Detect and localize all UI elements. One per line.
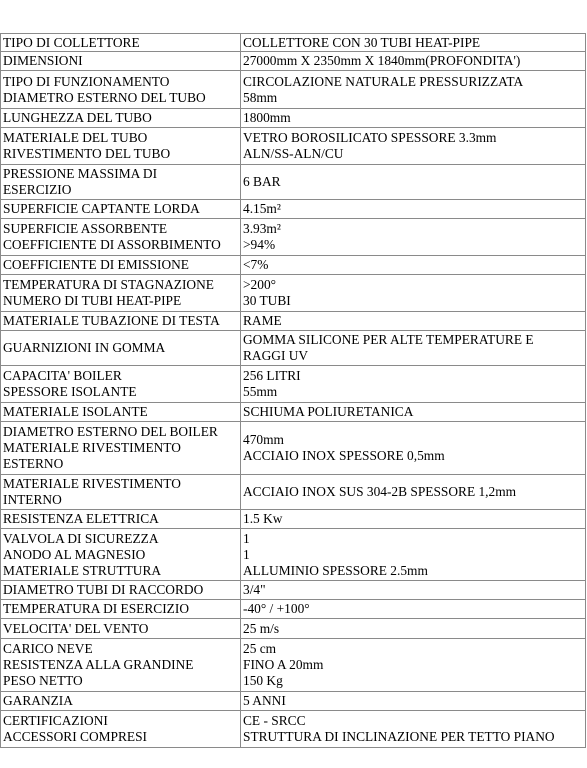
table-row: [1, 256, 586, 275]
spec-value-cell: [241, 475, 586, 510]
spec-label: MATERIALE DEL TUBO: [3, 130, 148, 145]
table-row: [1, 619, 586, 639]
spec-value-cell: [241, 619, 586, 639]
spec-value: ACCIAIO INOX SUS 304-2B SPESSORE 1,2mm: [243, 484, 517, 499]
spec-label: MATERIALE TUBAZIONE DI TESTA: [3, 313, 220, 328]
spec-label-cell: [1, 165, 241, 200]
spec-label: GUARNIZIONI IN GOMMA: [3, 340, 166, 355]
spec-label: COEFFICIENTE DI ASSORBIMENTO: [3, 237, 221, 252]
table-row: [1, 692, 586, 711]
spec-value-cell: [241, 366, 586, 403]
spec-value: 6 BAR: [243, 174, 281, 189]
table-row: [1, 639, 586, 692]
table-row: [1, 331, 586, 366]
spec-value: >200°: [243, 277, 276, 292]
spec-label-cell: [1, 639, 241, 692]
spec-value: >94%: [243, 237, 276, 252]
spec-label: VALVOLA DI SICUREZZA: [3, 530, 159, 546]
spec-label: TIPO DI COLLETTORE: [3, 34, 140, 50]
spec-label-cell: [1, 692, 241, 711]
spec-label-cell: [1, 600, 241, 619]
spec-label: MATERIALE RIVESTIMENTO: [3, 476, 181, 491]
table-row: [1, 600, 586, 619]
spec-label-cell: [1, 403, 241, 422]
spec-value: CIRCOLAZIONE NATURALE PRESSURIZZATA: [243, 73, 524, 89]
spec-value: STRUTTURA DI INCLINAZIONE PER TETTO PIANO: [243, 729, 555, 744]
spec-label: ANODO AL MAGNESIO: [3, 546, 146, 562]
table-row: [1, 422, 586, 475]
specifications-table-body: [1, 34, 586, 748]
table-row: [1, 71, 586, 109]
spec-label: PRESSIONE MASSIMA DI: [3, 166, 158, 181]
spec-label: CAPACITA' BOILER: [3, 368, 122, 383]
spec-value: 55mm: [243, 384, 278, 399]
specifications-table: [0, 33, 586, 748]
spec-value-cell: [241, 529, 586, 581]
spec-label-cell: [1, 422, 241, 475]
spec-label: DIAMETRO TUBI DI RACCORDO: [3, 582, 204, 597]
spec-value: RAGGI UV: [243, 348, 309, 363]
spec-value: 25 m/s: [243, 620, 280, 636]
spec-label-cell: [1, 219, 241, 256]
spec-label-cell: [1, 256, 241, 275]
spec-label: ACCESSORI COMPRESI: [3, 729, 147, 744]
spec-label: PESO NETTO: [3, 673, 83, 688]
table-row: [1, 312, 586, 331]
spec-value-cell: [241, 165, 586, 200]
spec-label-cell: [1, 581, 241, 600]
spec-label-cell: [1, 52, 241, 71]
spec-value: GOMMA SILICONE PER ALTE TEMPERATURE E: [243, 332, 534, 347]
spec-label: SPESSORE ISOLANTE: [3, 384, 137, 399]
spec-label-cell: [1, 200, 241, 219]
spec-value-cell: [241, 275, 586, 312]
table-row: [1, 128, 586, 165]
spec-label: RESISTENZA ELETTRICA: [3, 511, 159, 526]
spec-label: SUPERFICIE ASSORBENTE: [3, 221, 168, 236]
spec-label: NUMERO DI TUBI HEAT-PIPE: [3, 293, 182, 308]
spec-label: RESISTENZA ALLA GRANDINE: [3, 657, 194, 672]
spec-value: 150 Kg: [243, 673, 283, 688]
spec-label: MATERIALE RIVESTIMENTO: [3, 440, 181, 455]
spec-label-cell: [1, 128, 241, 165]
table-row: [1, 52, 586, 71]
spec-value: 58mm: [243, 89, 278, 105]
spec-label: INTERNO: [3, 492, 62, 507]
spec-label: VELOCITA' DEL VENTO: [3, 620, 149, 636]
table-row: [1, 529, 586, 581]
spec-value-cell: [241, 331, 586, 366]
spec-label-cell: [1, 275, 241, 312]
spec-value-cell: [241, 639, 586, 692]
table-row: [1, 711, 586, 748]
spec-label: MATERIALE STRUTTURA: [3, 562, 162, 578]
spec-value: 30 TUBI: [243, 293, 291, 308]
spec-value: <7%: [243, 257, 269, 272]
spec-value: RAME: [243, 313, 282, 328]
spec-label: ESERCIZIO: [3, 182, 72, 197]
spec-label: TEMPERATURA DI ESERCIZIO: [3, 601, 189, 616]
spec-value-cell: [241, 256, 586, 275]
spec-label: DIMENSIONI: [3, 53, 83, 68]
spec-value: 4.15m²: [243, 201, 281, 216]
spec-value-cell: [241, 510, 586, 529]
table-row: [1, 403, 586, 422]
table-row: [1, 475, 586, 510]
spec-value: 5 ANNI: [243, 693, 286, 708]
spec-value: 3.93m²: [243, 221, 281, 236]
spec-label: ESTERNO: [3, 456, 64, 471]
spec-value: 3/4": [243, 582, 266, 597]
spec-label: COEFFICIENTE DI EMISSIONE: [3, 257, 189, 272]
table-row: [1, 366, 586, 403]
spec-value-cell: [241, 581, 586, 600]
spec-label-cell: [1, 312, 241, 331]
table-row: [1, 109, 586, 128]
spec-value: 25 cm: [243, 641, 277, 656]
spec-value-cell: [241, 128, 586, 165]
table-row: [1, 200, 586, 219]
spec-label-cell: [1, 510, 241, 529]
spec-value: 256 LITRI: [243, 368, 301, 383]
spec-value-cell: [241, 200, 586, 219]
spec-label: GARANZIA: [3, 693, 73, 708]
spec-value: 1800mm: [243, 110, 291, 125]
spec-value: CE - SRCC: [243, 713, 306, 728]
spec-value-cell: [241, 71, 586, 109]
spec-value: COLLETTORE CON 30 TUBI HEAT-PIPE: [243, 34, 481, 50]
spec-value: 1: [243, 546, 250, 562]
table-row: [1, 165, 586, 200]
spec-label-cell: [1, 619, 241, 639]
spec-value: SCHIUMA POLIURETANICA: [243, 404, 414, 419]
spec-value-cell: [241, 600, 586, 619]
table-row: [1, 510, 586, 529]
spec-value-cell: [241, 422, 586, 475]
spec-label: TIPO DI FUNZIONAMENTO: [3, 73, 170, 89]
spec-label: TEMPERATURA DI STAGNAZIONE: [3, 277, 214, 292]
spec-value: 1: [243, 530, 250, 546]
spec-value-cell: [241, 109, 586, 128]
spec-label-cell: [1, 109, 241, 128]
spec-value: -40° / +100°: [243, 601, 310, 616]
spec-label: MATERIALE ISOLANTE: [3, 404, 148, 419]
spec-value: 1.5 Kw: [243, 511, 283, 526]
spec-label-cell: [1, 711, 241, 748]
spec-value: 27000mm X 2350mm X 1840mm(PROFONDITA'): [243, 53, 521, 68]
spec-label-cell: [1, 529, 241, 581]
spec-label: DIAMETRO ESTERNO DEL TUBO: [3, 89, 206, 105]
spec-label-cell: [1, 331, 241, 366]
spec-label: LUNGHEZZA DEL TUBO: [3, 110, 152, 125]
spec-label: CARICO NEVE: [3, 641, 93, 656]
spec-label-cell: [1, 366, 241, 403]
spec-value-cell: [241, 711, 586, 748]
spec-label: SUPERFICIE CAPTANTE LORDA: [3, 201, 200, 216]
spec-label: RIVESTIMENTO DEL TUBO: [3, 146, 171, 161]
spec-value: FINO A 20mm: [243, 657, 324, 672]
spec-label-cell: [1, 34, 241, 52]
spec-value-cell: [241, 34, 586, 52]
table-row: [1, 34, 586, 52]
spec-value-cell: [241, 52, 586, 71]
table-row: [1, 581, 586, 600]
spec-value: VETRO BOROSILICATO SPESSORE 3.3mm: [243, 130, 497, 145]
spec-value: ALLUMINIO SPESSORE 2.5mm: [243, 562, 428, 578]
spec-value: ACCIAIO INOX SPESSORE 0,5mm: [243, 448, 445, 463]
spec-value: 470mm: [243, 432, 284, 447]
spec-label-cell: [1, 475, 241, 510]
spec-value: ALN/SS-ALN/CU: [243, 146, 344, 161]
spec-value-cell: [241, 219, 586, 256]
spec-value-cell: [241, 692, 586, 711]
table-row: [1, 219, 586, 256]
spec-label: CERTIFICAZIONI: [3, 713, 108, 728]
spec-label-cell: [1, 71, 241, 109]
spec-label: DIAMETRO ESTERNO DEL BOILER: [3, 424, 218, 439]
spec-value-cell: [241, 403, 586, 422]
spec-value-cell: [241, 312, 586, 331]
table-row: [1, 275, 586, 312]
